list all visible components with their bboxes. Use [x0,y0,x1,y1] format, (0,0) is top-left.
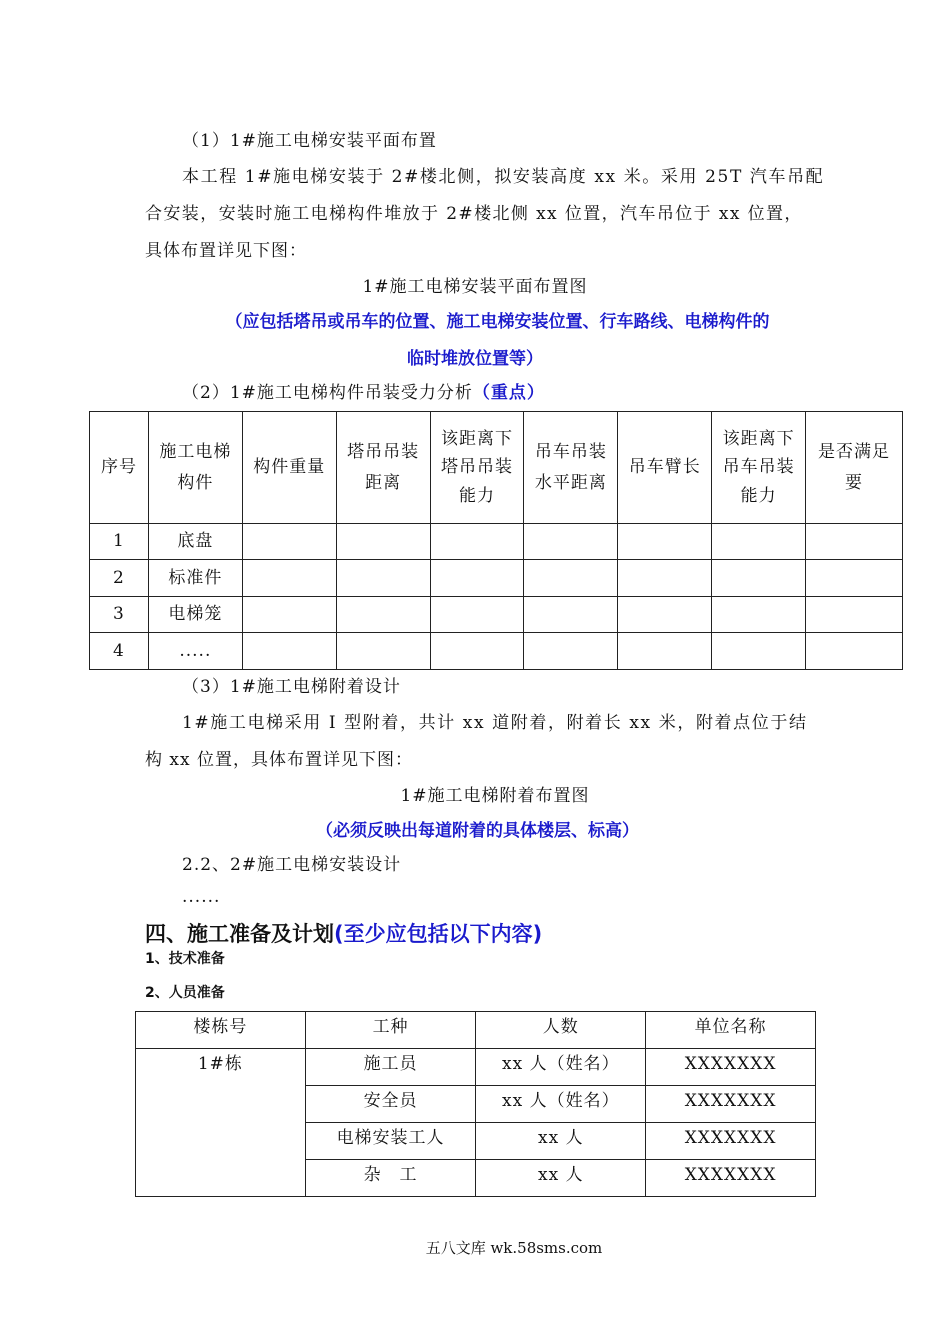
header-cell: 该距离下 塔吊吊装 能力 [430,412,524,524]
header-cell: 楼栋号 [136,1012,306,1049]
component-name: ..... [148,633,242,670]
header-cell: 施工电梯 构件 [148,412,242,524]
lifting-analysis-table [89,411,903,670]
header-cell: 该距离下 吊车吊装 能力 [712,412,806,524]
company-cell: XXXXXXX [646,1086,816,1123]
chapter-4-title-note: (至少应包括以下内容) [334,922,543,946]
component-name: 标准件 [148,560,242,597]
row-index: 2 [90,560,149,597]
header-cell: 工种 [305,1012,476,1049]
section-2-heading-text: （2）1#施工电梯构件吊装受力分析 [182,383,473,403]
headcount-cell: xx 人 [476,1123,646,1160]
personnel-table [135,1011,816,1197]
header-cell: 塔吊吊装 距离 [336,412,430,524]
table-header-row [90,412,903,524]
section-2-2-heading: 2.2、2#施工电梯安装设计 [182,855,402,875]
header-cell: 吊车吊装 水平距离 [524,412,618,524]
trade-cell: 安全员 [305,1086,476,1123]
company-cell: XXXXXXX [646,1160,816,1197]
headcount-cell: xx 人 [476,1160,646,1197]
table-row [90,560,903,597]
row-index: 4 [90,633,149,670]
table-row [90,597,903,633]
table-header-row [136,1012,816,1049]
figure-2-title: 1#施工电梯附着布置图 [400,786,590,806]
trade-cell: 电梯安装工人 [305,1123,476,1160]
chapter-4-title-text: 四、施工准备及计划 [145,922,334,946]
header-cell: 人数 [476,1012,646,1049]
headcount-cell: xx 人（姓名） [476,1086,646,1123]
section-3-para-line-2: 构 xx 位置，具体布置详见下图： [145,750,413,770]
header-cell: 单位名称 [646,1012,816,1049]
item-personnel-prep: 2、人员准备 [145,985,225,1001]
component-name: 底盘 [148,524,242,560]
header-cell: 序号 [90,412,149,524]
header-cell: 构件重量 [242,412,336,524]
footer-watermark: 五八文库 wk.58sms.com [425,1239,603,1257]
figure-1-note-line-2: 临时堆放位置等） [407,349,543,369]
section-1-para-line-2: 合安装，安装时施工电梯构件堆放于 2#楼北侧 xx 位置，汽车吊位于 xx 位置， [145,204,803,224]
section-2-heading-note: （重点） [472,383,545,403]
section-1-para-line-3: 具体布置详见下图： [145,241,307,261]
table-row [90,524,903,560]
section-3-heading: （3）1#施工电梯附着设计 [182,677,401,697]
section-2-heading [182,378,545,403]
company-cell: XXXXXXX [646,1049,816,1086]
row-index: 1 [90,524,149,560]
figure-1-note-line-1: （应包括塔吊或吊车的位置、施工电梯安装位置、行车路线、电梯构件的 [225,312,770,332]
header-cell: 吊车臂长 [618,412,712,524]
building-cell: 1#栋 [136,1049,306,1197]
row-index: 3 [90,597,149,633]
component-name: 电梯笼 [148,597,242,633]
company-cell: XXXXXXX [646,1123,816,1160]
figure-1-title: 1#施工电梯安装平面布置图 [362,277,588,297]
section-2-2-ellipsis: ...... [182,887,221,907]
table-row [136,1049,816,1086]
chapter-4-title [145,918,542,948]
trade-cell: 施工员 [305,1049,476,1086]
trade-cell: 杂 工 [305,1160,476,1197]
section-1-heading: （1）1#施工电梯安装平面布置 [182,131,437,151]
header-cell: 是否满足 要 [806,412,903,524]
table-row [90,633,903,670]
section-1-para-line-1: 本工程 1#施电梯安装于 2#楼北侧，拟安装高度 xx 米。采用 25T 汽车吊配 [182,167,825,187]
item-technical-prep: 1、技术准备 [145,951,225,967]
section-3-para-line-1: 1#施工电梯采用 I 型附着，共计 xx 道附着，附着长 xx 米，附着点位于结 [182,713,808,733]
figure-2-note: （必须反映出每道附着的具体楼层、标高） [316,821,639,841]
headcount-cell: xx 人（姓名） [476,1049,646,1086]
